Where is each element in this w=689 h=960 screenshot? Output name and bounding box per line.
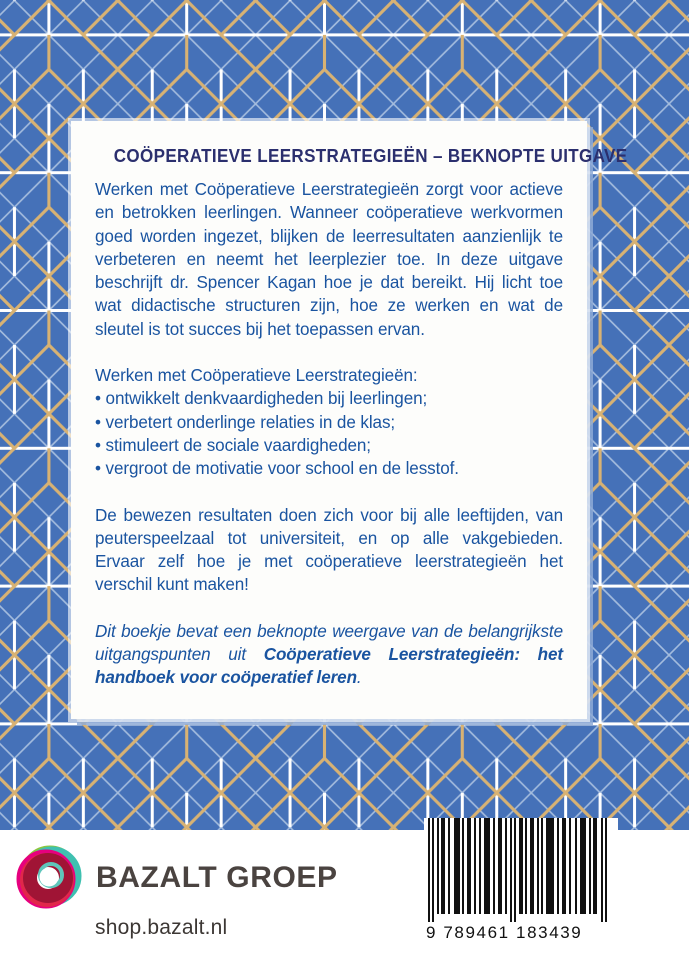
booknote-tail-text: . [356, 668, 362, 688]
bazalt-ring-logo-icon [16, 845, 82, 911]
isbn-number-text: 9 789461 183439 [426, 923, 583, 942]
publisher-name: BAZALT GROEP [96, 861, 338, 894]
back-cover-text-card [71, 121, 628, 719]
referenced-book-title: Coöperatieve Leerstrategieën: het handboek voor coöperatief leren [95, 645, 564, 688]
list-item: • stimuleert de sociale vaardigheden; [95, 435, 371, 455]
shop-url-text[interactable]: shop.bazalt.nl [95, 916, 228, 939]
blurb-paragraph-results: De bewezen resultaten doen zich voor bij alle leeftijden, van peuterspeelzaal tot universiteit, en op alle vakgebieden. Ervaar zelf hoe je met coöperatieve leerstrategieën het verschil kunt maken! [95, 505, 563, 595]
list-item: • vergroot de motivatie voor school en de lesstof. [95, 459, 459, 479]
list-item: • ontwikkelt denkvaardigheden bij leerlingen; [95, 389, 428, 409]
list-item: • verbetert onderlinge relaties in de klas; [95, 412, 396, 432]
page-title: COÖPERATIEVE LEERSTRATEGIEËN – BEKNOPTE UITGAVE [113, 145, 628, 166]
paragraph-spacer [95, 481, 563, 504]
paragraph-spacer [95, 341, 563, 364]
publisher-logo-block[interactable] [16, 845, 338, 911]
blurb-paragraph-booknote [95, 620, 563, 690]
isbn-barcode [424, 818, 618, 948]
blurb-paragraph-intro: Werken met Coöperatieve Leerstrategieën zorgt voor actieve en betrokken leerlingen. Wanneer coöperatieve werkvormen goed worden ingezet, blijken de leerresultaten aanzienlijk te verbeteren en neemt het leerplezier toe. In deze uitgave beschrijft dr. Spencer Kagan hoe je dat bereikt. Hij licht toe wat didactische structuren zijn, hoe ze werken en wat de sleutel is tot succes bij het toepassen ervan. [95, 180, 563, 339]
barcode-bars-graphic [424, 818, 618, 922]
paragraph-spacer [95, 597, 563, 620]
bullet-list-intro: Werken met Coöperatieve Leerstrategieën: [95, 366, 418, 386]
booknote-lead-text: Dit boekje bevat een beknopte weergave van de belangrijkste uitgangspunten uit [95, 621, 563, 665]
